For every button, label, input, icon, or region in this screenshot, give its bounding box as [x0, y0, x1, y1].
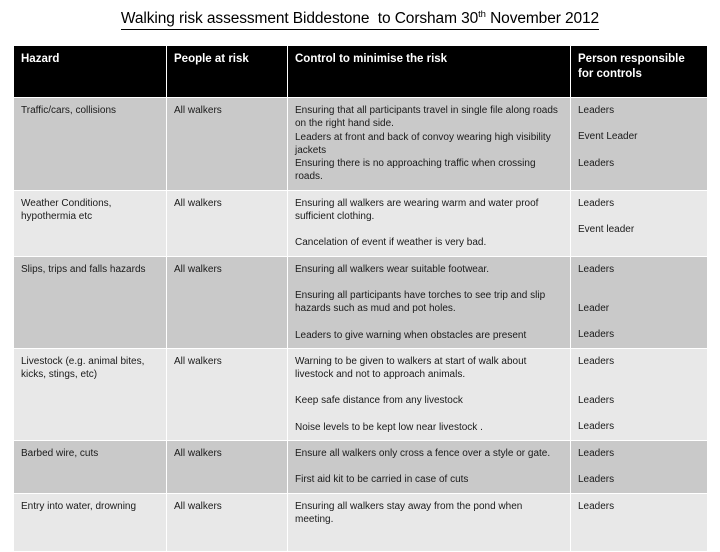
- control-paragraph: Ensuring all walkers are wearing warm and water proof sufficient clothing.: [295, 197, 539, 223]
- column-header-person-responsible: Person responsible for controls: [571, 46, 708, 98]
- cell-person-responsible: [571, 190, 708, 256]
- cell-controls: [288, 98, 571, 191]
- person-entry: Leaders: [578, 500, 615, 512]
- table-body: [14, 98, 708, 552]
- title-part-before: Walking risk assessment Biddestone to Corsham 30: [120, 10, 479, 27]
- column-header-hazard: Hazard: [14, 46, 167, 98]
- cell-controls: [288, 493, 571, 551]
- person-entry: Leaders: [578, 421, 615, 433]
- cell-hazard: Barbed wire, cuts: [14, 441, 167, 494]
- cell-controls: [288, 190, 571, 256]
- cell-person-responsible: [571, 98, 708, 191]
- cell-person-responsible: [571, 256, 708, 348]
- cell-controls: [288, 441, 571, 494]
- table-row: [14, 98, 708, 191]
- cell-person-responsible: [571, 441, 708, 494]
- cell-person-responsible: [571, 348, 708, 440]
- cell-people-at-risk: All walkers: [167, 256, 288, 348]
- person-entry: Leaders: [578, 197, 615, 209]
- cell-controls: [288, 256, 571, 348]
- control-paragraph: Ensure all walkers only cross a fence over a style or gate.: [295, 448, 551, 460]
- person-entry: Leaders: [578, 105, 615, 116]
- control-paragraph: Ensuring all walkers stay away from the pond when meeting.: [295, 500, 523, 525]
- cell-people-at-risk: All walkers: [167, 98, 288, 191]
- person-entry: Leaders: [578, 329, 615, 341]
- page-title: [0, 10, 720, 30]
- person-entry: Leader: [578, 302, 610, 314]
- cell-people-at-risk: All walkers: [167, 493, 288, 551]
- control-paragraph: Ensuring that all participants travel in single file along roads on the right hand side.: [295, 105, 558, 130]
- control-paragraph: Warning to be given to walkers at start of walk about livestock and not to approach animals.: [295, 355, 527, 381]
- cell-people-at-risk: All walkers: [167, 348, 288, 440]
- person-entry: Leaders: [578, 474, 615, 486]
- table-header: [14, 46, 708, 98]
- person-entry: Leaders: [578, 448, 615, 460]
- control-paragraph: Ensuring all participants have torches to see trip and slip hazards such as mud and pot holes.: [295, 289, 546, 315]
- person-entry: Leaders: [578, 355, 615, 367]
- table-row: [14, 190, 708, 256]
- control-paragraph: Ensuring all walkers wear suitable footwear.: [295, 263, 489, 275]
- cell-hazard: Traffic/cars, collisions: [14, 98, 167, 191]
- cell-person-responsible: [571, 493, 708, 551]
- page-title-text: [121, 10, 599, 30]
- control-paragraph: Leaders at front and back of convoy wearing high visibility jackets: [295, 131, 551, 156]
- person-entry: Event Leader: [578, 131, 638, 143]
- control-paragraph: Cancelation of event if weather is very bad.: [295, 237, 487, 249]
- control-paragraph: Leaders to give warning when obstacles are present: [295, 329, 527, 341]
- cell-hazard: Slips, trips and falls hazards: [14, 256, 167, 348]
- risk-assessment-table: [13, 45, 708, 552]
- column-header-control: Control to minimise the risk: [288, 46, 571, 98]
- cell-controls: [288, 348, 571, 440]
- control-paragraph: Ensuring there is no approaching traffic when crossing roads.: [295, 158, 536, 183]
- cell-people-at-risk: All walkers: [167, 441, 288, 494]
- table-header-row: [14, 46, 708, 98]
- cell-hazard: Livestock (e.g. animal bites, kicks, stings, etc): [14, 348, 167, 440]
- title-ordinal-suffix: th: [478, 8, 486, 20]
- cell-hazard: Entry into water, drowning: [14, 493, 167, 551]
- control-paragraph: Noise levels to be kept low near livestock .: [295, 421, 483, 433]
- cell-people-at-risk: All walkers: [167, 190, 288, 256]
- table-row: [14, 256, 708, 348]
- person-entry: Event leader: [578, 224, 635, 236]
- cell-hazard: Weather Conditions, hypothermia etc: [14, 190, 167, 256]
- table-row: [14, 493, 708, 551]
- table-row: [14, 348, 708, 440]
- person-entry: Leaders: [578, 395, 615, 407]
- person-entry: Leaders: [578, 263, 615, 275]
- column-header-people-at-risk: People at risk: [167, 46, 288, 98]
- title-part-after: November 2012: [485, 10, 600, 27]
- person-entry: Leaders: [578, 157, 615, 169]
- control-paragraph: Keep safe distance from any livestock: [295, 395, 463, 407]
- table-row: [14, 441, 708, 494]
- control-paragraph: First aid kit to be carried in case of cuts: [295, 474, 469, 486]
